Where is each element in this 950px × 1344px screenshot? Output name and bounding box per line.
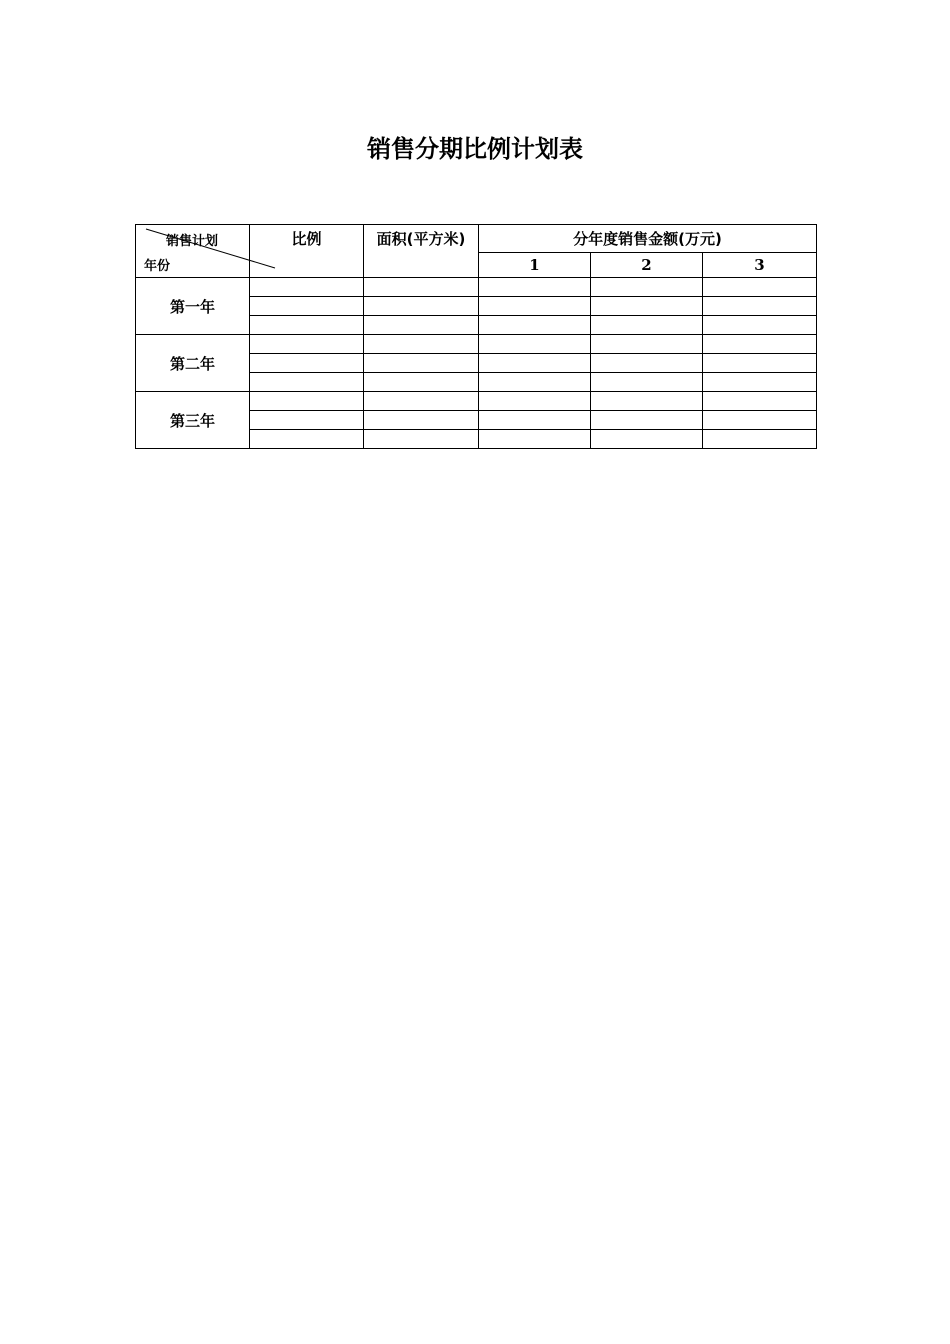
sales-plan-table xyxy=(135,224,817,449)
table-cell xyxy=(364,373,479,392)
table-cell xyxy=(703,430,817,449)
header-sub-col-2: 2 xyxy=(591,253,703,278)
table-cell xyxy=(364,430,479,449)
table-cell xyxy=(479,316,591,335)
table-cell xyxy=(703,392,817,411)
table-cell xyxy=(479,411,591,430)
table-cell xyxy=(591,335,703,354)
table-cell xyxy=(591,373,703,392)
corner-top-label: 销售计划 xyxy=(166,234,219,249)
table-cell xyxy=(591,278,703,297)
table-cell xyxy=(703,335,817,354)
year-label-3: 第三年 xyxy=(136,392,250,449)
table-row xyxy=(136,278,817,297)
table-cell xyxy=(250,430,364,449)
table-cell xyxy=(250,297,364,316)
table-cell xyxy=(591,411,703,430)
table-cell xyxy=(364,297,479,316)
table-cell xyxy=(703,297,817,316)
table-cell xyxy=(250,316,364,335)
table-cell xyxy=(703,373,817,392)
table-cell xyxy=(250,392,364,411)
table-cell xyxy=(250,411,364,430)
table-cell xyxy=(364,316,479,335)
table-cell xyxy=(250,335,364,354)
table-row xyxy=(136,335,817,354)
corner-bottom-label: 年份 xyxy=(144,259,171,274)
corner-diagonal-cell xyxy=(136,225,250,278)
table-row xyxy=(136,392,817,411)
table-cell xyxy=(479,354,591,373)
year-label-2: 第二年 xyxy=(136,335,250,392)
table-cell xyxy=(591,392,703,411)
header-area: 面积(平方米) xyxy=(364,225,479,278)
table-cell xyxy=(364,354,479,373)
table-cell xyxy=(364,335,479,354)
table-cell xyxy=(591,354,703,373)
table-cell xyxy=(479,278,591,297)
year-label-1: 第一年 xyxy=(136,278,250,335)
table-cell xyxy=(591,430,703,449)
table-cell xyxy=(479,430,591,449)
header-row-1 xyxy=(136,225,817,253)
header-annual-sales: 分年度销售金额(万元) xyxy=(479,225,817,253)
table-cell xyxy=(250,354,364,373)
table-cell xyxy=(479,335,591,354)
table-cell xyxy=(703,278,817,297)
table-cell xyxy=(703,411,817,430)
table-cell xyxy=(591,297,703,316)
document-title: 销售分期比例计划表 xyxy=(367,135,583,163)
table-cell xyxy=(364,411,479,430)
table-cell xyxy=(703,316,817,335)
header-ratio: 比例 xyxy=(250,225,364,278)
table-cell xyxy=(250,373,364,392)
table-cell xyxy=(364,278,479,297)
table-cell xyxy=(479,297,591,316)
table-cell xyxy=(479,373,591,392)
header-sub-col-3: 3 xyxy=(703,253,817,278)
header-sub-col-1: 1 xyxy=(479,253,591,278)
table-cell xyxy=(364,392,479,411)
table-cell xyxy=(591,316,703,335)
table-cell xyxy=(250,278,364,297)
table-cell xyxy=(703,354,817,373)
table-cell xyxy=(479,392,591,411)
